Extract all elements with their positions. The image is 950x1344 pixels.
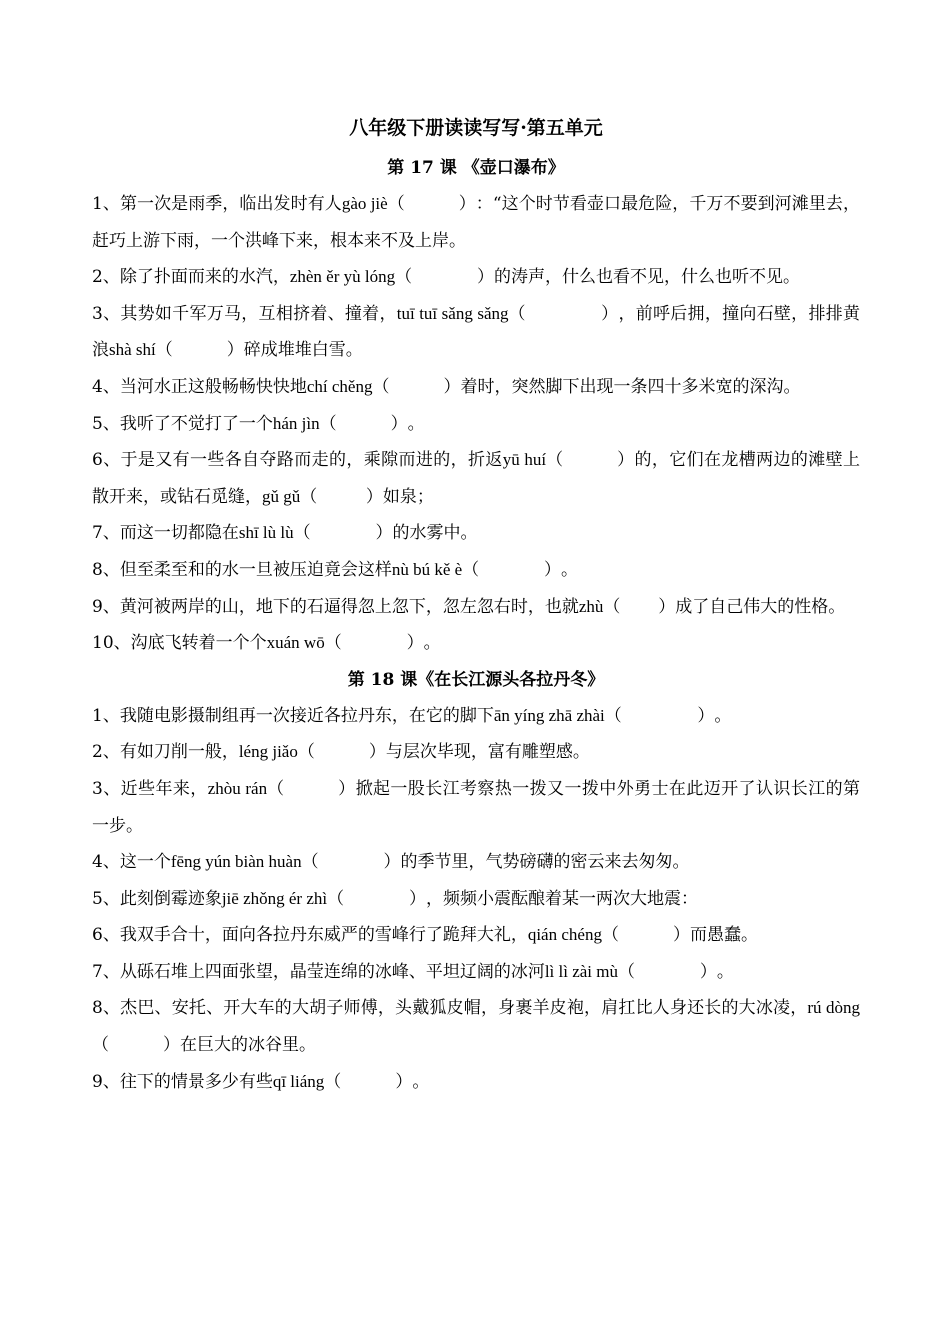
question-item [92,990,860,1063]
pinyin-prompt: ān yíng zhā zhài [493,705,605,725]
answer-blank: （ ） [372,376,461,397]
question-text: 。 [561,559,579,580]
pinyin-prompt: zhù [578,596,604,616]
answer-blank: （ ） [92,1035,181,1056]
question-item [92,259,860,296]
question-text: 7、而这一切都隐在 [92,523,239,544]
page-title: 八年级下册读读写写·第五单元 [349,117,603,139]
answer-blank: （ ） [508,303,619,324]
answer-blank: （ ） [324,633,424,654]
question-text: 的涛声，什么也看不见，什么也听不见。 [493,267,800,288]
question-text: 3、近些年来， [92,778,208,799]
question-text: 碎成堆堆白雪。 [243,340,363,361]
question-text: ：“这个时节看壶口最危险，千万不要到河滩里去，赶巧上游下雨，一个洪峰下来，根本来不及上岸。 [92,194,860,251]
question-text: 8、但至柔至和的水一旦被压迫竟会这样 [92,559,392,580]
question-text: 10、沟底飞转着一个个 [92,633,267,654]
question-text: 。 [407,413,425,434]
answer-blank: （ ） [546,450,635,471]
answer-blank: （ ） [300,486,383,507]
question-item [92,589,860,626]
answer-blank: （ ） [604,705,715,726]
question-text: 5、此刻倒霉迹象 [92,888,222,909]
pinyin-prompt: lì lì zài mù [544,961,619,981]
question-item [92,1064,860,1101]
question-item [92,552,860,589]
question-item [92,954,860,991]
answer-blank: （ ） [618,961,717,982]
question-text: 的水雾中。 [392,523,478,544]
answer-blank: （ ） [155,340,244,361]
question-text: 与层次毕现，富有雕塑感。 [385,742,590,763]
question-text: 9、黄河被两岸的山，地下的石逼得忽上忽下，忽左忽右时，也就 [92,596,579,617]
question-text: 掀起一股长江考察热一拨又一拨中外勇士在此迈开了认识长江的第一步。 [92,778,860,836]
answer-blank: （ ） [267,778,356,799]
pinyin-prompt: xuán wō [266,633,325,653]
question-text: 而愚蠢。 [689,925,758,946]
question-item [92,844,860,881]
answer-blank: （ ） [293,523,393,544]
pinyin-prompt: gào jiè [341,194,388,213]
answer-blank: （ ） [301,852,401,873]
question-text: 。 [423,633,441,654]
pinyin-prompt: nù bú kě è [391,559,463,579]
question-text: 2、除了扑面而来的水汽， [92,267,290,288]
question-text: 。 [716,961,734,982]
pinyin-prompt: yū huí [502,450,547,470]
question-item [92,369,860,406]
pinyin-prompt: rú dòng [807,998,860,1018]
question-text: 1、我随电影摄制组再一次接近各拉丹东，在它的脚下 [92,705,494,726]
question-text: 8、杰巴、安托、开大车的大胡子师傅，头戴狐皮帽，身裹羊皮袍，肩扛比人身还长的大冰凌， [92,998,808,1019]
question-text: 7、从砾石堆上四面张望，晶莹连绵的冰峰、平坦辽阔的冰河 [92,961,545,982]
question-text: 6、我双手合十，面向各拉丹东威严的雪峰行了跪拜大礼， [92,925,528,946]
question-text: 如泉； [382,486,434,507]
lesson-18-heading: 第 18 课《在长江源头各拉丹冬》 [347,669,605,690]
question-text: 的，它们在龙槽两边的滩壁上散开来，或钻石觅缝， [92,450,860,507]
question-text: 6、于是又有一些各自夺路而走的，乘隙而进的，折返 [92,450,503,471]
question-item [92,917,860,954]
question-text: 的季节里，气势磅礴的密云来去匆匆。 [400,852,690,873]
pinyin-prompt: shī lù lù [238,523,294,543]
question-text: 9、往下的情景多少有些 [92,1071,273,1092]
question-item [92,442,860,515]
question-text: 在巨大的冰谷里。 [180,1035,317,1056]
question-text: 5、我听了不觉打了一个 [92,413,273,434]
pinyin-prompt: zhèn ěr yù lóng [289,267,396,287]
question-text: 着时，突然脚下出现一条四十多米宽的深沟。 [460,376,801,397]
question-item [92,186,860,259]
lesson-18-questions [92,698,860,1101]
answer-blank: （ ） [327,888,426,909]
answer-blank: （ ） [395,267,494,288]
worksheet-page [92,108,860,1100]
pinyin-prompt: léng jiǎo [238,742,298,762]
answer-blank: （ ） [387,194,476,214]
question-text: ，频频小震酝酿着某一两次大地震： [425,888,698,909]
answer-blank: （ ） [601,925,690,946]
pinyin-prompt: gǔ gǔ [262,486,301,506]
pinyin-prompt: chí chěng [306,376,373,396]
question-text: 。 [412,1071,430,1092]
pinyin-prompt: tuī tuī sǎng sǎng [396,303,509,323]
answer-blank: （ ） [297,742,386,763]
question-text: 3、其势如千军万马，互相挤着、撞着， [92,303,397,324]
pinyin-prompt: jiē zhǒng ér zhì [221,888,328,908]
question-item [92,515,860,552]
question-text: 2、有如刀削一般， [92,742,239,763]
lesson-17-questions [92,186,860,662]
question-text: 4、当河水正这般畅畅快快地 [92,376,307,397]
answer-blank: （ ） [603,596,676,617]
question-item [92,698,860,735]
question-item [92,625,860,662]
question-text: 1、第一次是雨季，临出发时有人 [92,194,342,214]
question-item [92,881,860,918]
pinyin-prompt: shà shí [109,340,156,360]
question-item [92,296,860,369]
question-item [92,771,860,844]
pinyin-prompt: qián chéng [527,925,602,945]
question-text: ，前呼后拥，撞向石壁，排排黄浪 [92,303,861,361]
answer-blank: （ ） [319,413,408,434]
question-item [92,734,860,771]
question-item [92,406,860,443]
answer-blank: （ ） [462,559,562,580]
question-text: 。 [714,705,732,726]
question-text: 4、这一个 [92,852,171,873]
pinyin-prompt: fēng yún biàn huàn [170,852,302,872]
answer-blank: （ ） [324,1071,413,1092]
pinyin-prompt: zhòu rán [207,778,268,798]
pinyin-prompt: hán jìn [272,413,320,433]
question-text: 成了自己伟大的性格。 [675,596,846,617]
lesson-17-heading: 第 17 课 《壶口瀑布》 [387,158,565,178]
pinyin-prompt: qī liáng [272,1071,325,1091]
